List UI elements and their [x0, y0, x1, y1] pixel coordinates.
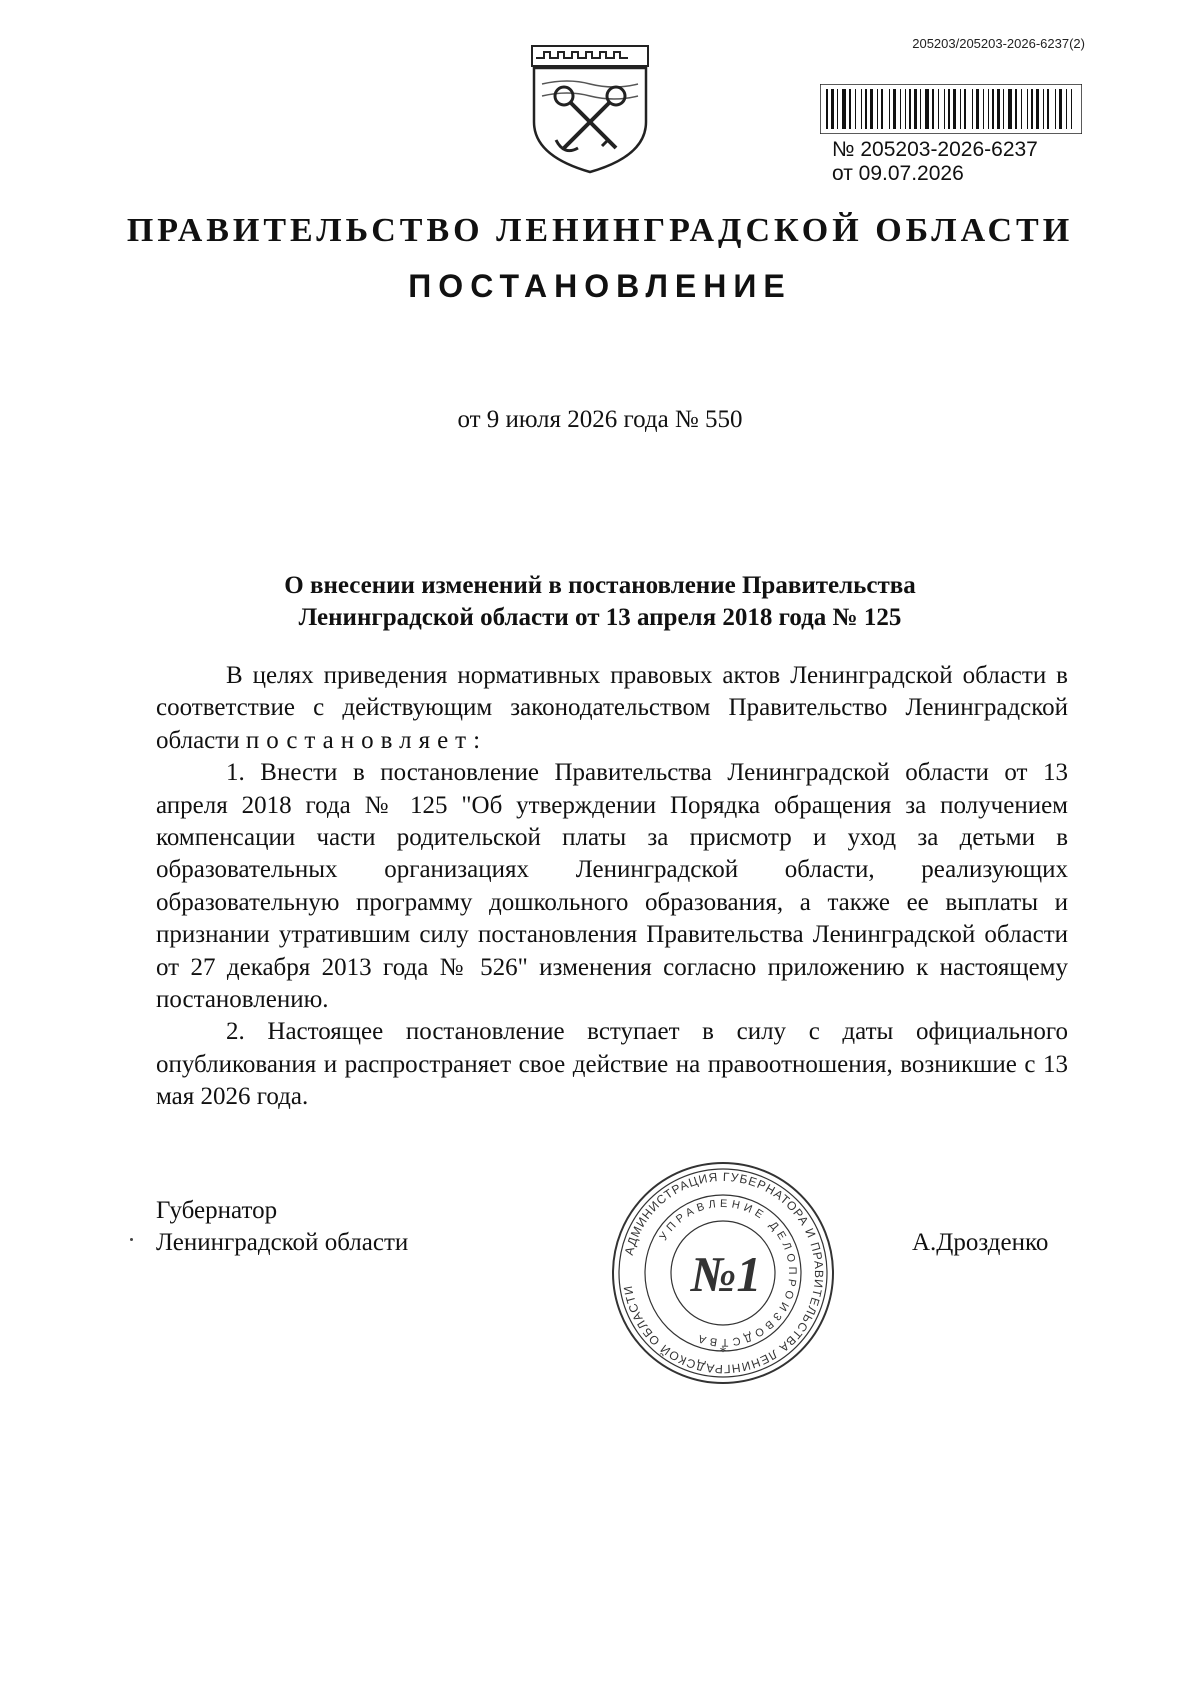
signatory-title-line-1: Губернатор	[156, 1197, 278, 1224]
seal-outer-text: АДМИНИСТРАЦИЯ ГУБЕРНАТОРА И ПРАВИТЕЛЬСТВА ЛЕНИНГРАДСКОЙ ОБЛАСТИ	[620, 1169, 827, 1377]
barcode-bar	[1021, 89, 1022, 129]
signatory-name: А.Дрозденко	[912, 1229, 1049, 1256]
barcode-bar	[938, 89, 939, 129]
seal-number: №1	[690, 1246, 762, 1302]
document-type: ПОСТАНОВЛЕНИЕ	[408, 268, 792, 304]
barcode-bar	[1027, 89, 1028, 129]
barcode-bar	[992, 89, 994, 129]
barcode-bar	[1031, 89, 1033, 129]
barcode-bar	[826, 89, 828, 129]
barcode-bar	[1008, 89, 1012, 129]
barcode-bar	[861, 89, 862, 129]
registration-number: № 205203-2026-6237	[832, 138, 1038, 161]
barcode-bar	[905, 89, 906, 129]
barcode-bar	[932, 89, 934, 129]
barcode-bar	[831, 89, 834, 129]
document-subject	[160, 570, 1040, 634]
barcode-bar	[837, 89, 838, 129]
barcode-bar	[842, 89, 846, 129]
barcode-bar	[889, 89, 890, 129]
barcode-bar	[914, 89, 917, 129]
barcode-bar	[855, 89, 856, 129]
barcode-bar	[1071, 89, 1072, 129]
resolves-word: постановляет:	[245, 726, 488, 754]
preamble-text: В целях приведения нормативных правовых актов Ленинградской области в соответствие с действующим законодательством Правительство Ленинградской области	[156, 662, 1068, 754]
barcode-bar	[960, 89, 961, 129]
barcode-bar	[909, 89, 911, 129]
barcode-bar	[988, 89, 989, 129]
document-date-number: от 9 июля 2026 года № 550	[457, 406, 743, 433]
barcode-bar	[944, 89, 945, 129]
coat-of-arms-icon	[528, 44, 652, 176]
subject-line-1: О внесении изменений в постановление Правительства	[284, 572, 916, 599]
barcode-bar	[997, 89, 1000, 129]
barcode-bar	[881, 89, 883, 129]
svg-text:*: *	[719, 1345, 727, 1360]
barcode-bar	[1055, 89, 1056, 129]
barcode-bar	[865, 89, 867, 129]
barcode-bar	[1047, 89, 1049, 129]
scan-speck	[130, 1238, 133, 1241]
barcode-bar	[893, 89, 896, 129]
barcode-bar	[925, 89, 929, 129]
barcode-bar	[1066, 89, 1067, 129]
barcode-bar	[870, 89, 873, 129]
item-2: 2. Настоящее постановление вступает в силу с даты официального опубликования и распространяет свое действие на правоотношения, возникшие с 13 мая 2026 года.	[156, 1018, 1068, 1111]
barcode-bar	[849, 89, 851, 129]
barcode-bar	[877, 89, 878, 129]
registry-id: 205203/205203-2026-6237(2)	[912, 36, 1085, 51]
barcode-bar	[900, 89, 901, 129]
government-title: ПРАВИТЕЛЬСТВО ЛЕНИНГРАДСКОЙ ОБЛАСТИ	[126, 212, 1074, 249]
barcode-bar	[983, 89, 984, 129]
barcode-bar	[1059, 89, 1062, 129]
barcode-bar	[1043, 89, 1044, 129]
barcode-bar	[976, 89, 979, 129]
barcode-bar	[972, 89, 973, 129]
barcode-bar	[920, 89, 921, 129]
item-1: 1. Внести в постановление Правительства Ленинградской области от 13 апреля 2018 года № 125 "Об утверждении Порядка обращения за получением компенсации части родительской платы за присмотр и уход за детьми в образовательных организациях Ленинградской области, реализующих образовательную программу дошкольного образования, а также ее выплаты и признании утратившим силу постановления Правительства Ленинградской области от 27 декабря 2013 года № 526" изменения согласно приложению к настоящему постановлению.	[156, 759, 1068, 1014]
subject-line-2: Ленинградской области от 13 апреля 2018 года № 125	[298, 604, 902, 631]
barcode-bar	[1003, 89, 1004, 129]
barcode-bar	[948, 89, 950, 129]
signatory-title-line-2: Ленинградской области	[156, 1229, 409, 1256]
barcode	[820, 84, 1082, 134]
registration-date: от 09.07.2026	[832, 162, 964, 185]
barcode-bar	[1036, 89, 1039, 129]
document-body	[156, 660, 1068, 1114]
preamble-paragraph	[156, 660, 1068, 757]
seal-inner-text: УПРАВЛЕНИЕ ДЕЛОПРОИЗВОДСТВА	[657, 1197, 799, 1349]
signatory-title	[156, 1195, 408, 1259]
barcode-bar	[1015, 89, 1017, 129]
barcode-bar	[953, 89, 956, 129]
barcode-bar	[964, 89, 966, 129]
